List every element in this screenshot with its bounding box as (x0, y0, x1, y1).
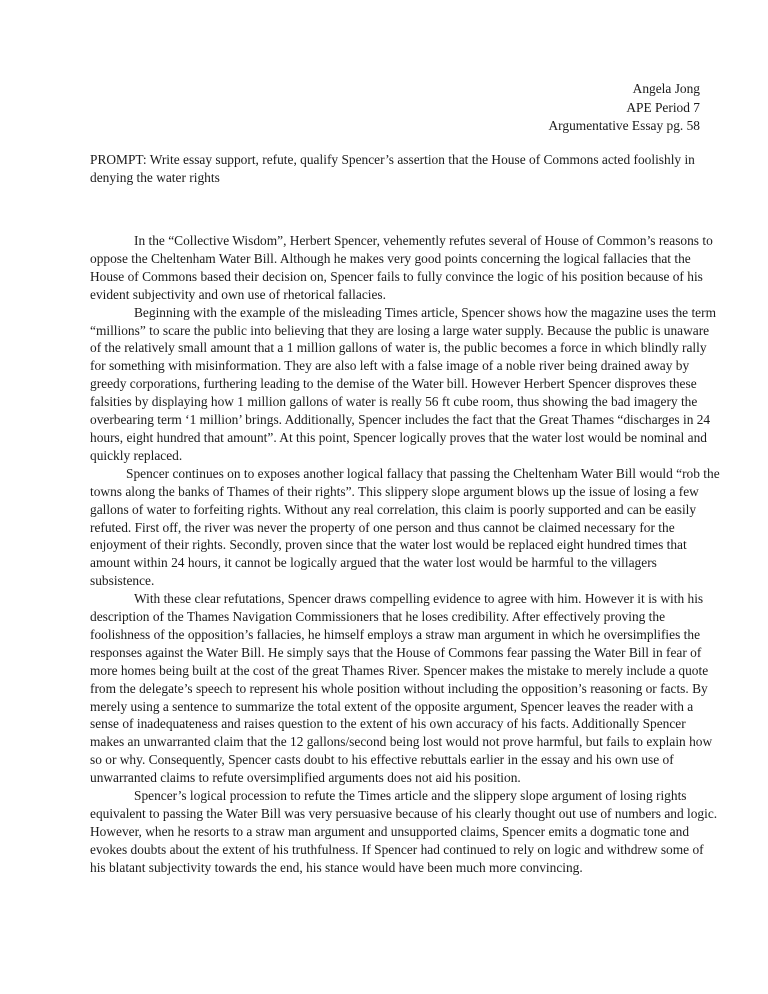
paragraph-straw-man: With these clear refutations, Spencer draws compelling evidence to agree with him. However it is with his description of the Thames Navigation Commissioners that he loses credibility. After effectively proving the foolishness of the opposition’s fallacies, he himself employs a straw man argument in which he oversimplifies the responses against the Water Bill. He simply says that the House of Commons fear passing the Water Bill in fear of more homes being built at the cost of the great Thames River. Spencer makes the mistake to merely include a quote from the delegate’s speech to represent his whole position without including the opposition’s reasoning or facts. By merely using a sentence to summarize the total extent of the opposite argument, Spencer leaves the reader with a sense of inadequateness and raises question to the extent of his own accuracy of his facts. Additionally Spencer makes an unwarranted claim that the 12 gallons/second being lost would not prove harmful, but fails to explain how so or why. Consequently, Spencer casts doubt to his effective rebuttals earlier in the essay and his own use of unwarranted claims to refute oversimplified arguments does not aid his position. (90, 591, 713, 786)
class-period: APE Period 7 (626, 99, 700, 115)
author-name: Angela Jong (632, 81, 700, 96)
assignment-title: Argumentative Essay pg. 58 (548, 118, 700, 133)
essay-prompt: PROMPT: Write essay support, refute, qualify Spencer’s assertion that the House of Commons acted foolishly in denying the water rights (90, 152, 695, 185)
essay-body (90, 232, 720, 877)
paragraph-conclusion: Spencer’s logical procession to refute the Times article and the slippery slope argument of losing rights equivalent to passing the Water Bill was very persuasive because of his clearly thought out use of numbers and logic. However, when he resorts to a straw man argument and unsupported claims, Spencer emits a dogmatic tone and evokes doubts about the extent of his truthfulness. If Spencer had continued to rely on logic and withdrew some of his blatant subjectivity towards the end, his stance would have been much more convincing. (90, 788, 718, 875)
paragraph-intro: In the “Collective Wisdom”, Herbert Spencer, vehemently refutes several of House of Common’s reasons to oppose the Cheltenham Water Bill. Although he makes very good points concerning the logical fallacies that the House of Commons based their decision on, Spencer fails to fully convince the logic of his position because of his evident subjectivity and own use of rhetorical fallacies. (90, 233, 713, 302)
header-block (400, 80, 700, 136)
paragraph-times-article: Beginning with the example of the misleading Times article, Spencer shows how the magazine uses the term “millions” to scare the public into believing that they are losing a large water supply. Because the public is unaware of the relatively small amount that a 1 million gallons of water is, the public becomes a force in which blindly rally for something with misinformation. They are also left with a false image of a noble river being drained away by greedy corporations, furthering leading to the demise of the Water bill. However Herbert Spencer disproves these falsities by displaying how 1 million gallons of water is really 56 ft cube room, thus showing the bad imagery the overbearing term ‘1 million’ brings. Additionally, Spencer includes the fact that the Great Thames “discharges in 24 hours, eight hundred that amount”. At this point, Spencer logically proves that the water lost would be nominal and quickly replaced. (90, 304, 716, 463)
paragraph-slippery-slope: Spencer continues on to exposes another logical fallacy that passing the Cheltenham Water Bill would “rob the towns along the banks of Thames of their rights”. This slippery slope argument blows up the issue of losing a few gallons of water to forfeiting rights. Without any real correlation, this claim is poorly supported and can be easily refuted. First off, the river was never the property of one person and thus cannot be claimed necessary for the enjoyment of their rights. Secondly, proven since that the water lost would be replaced eight hundred times that amount within 24 hours, it cannot be logically argued that the water lost would be harmful to the villagers subsistence. (90, 465, 720, 589)
